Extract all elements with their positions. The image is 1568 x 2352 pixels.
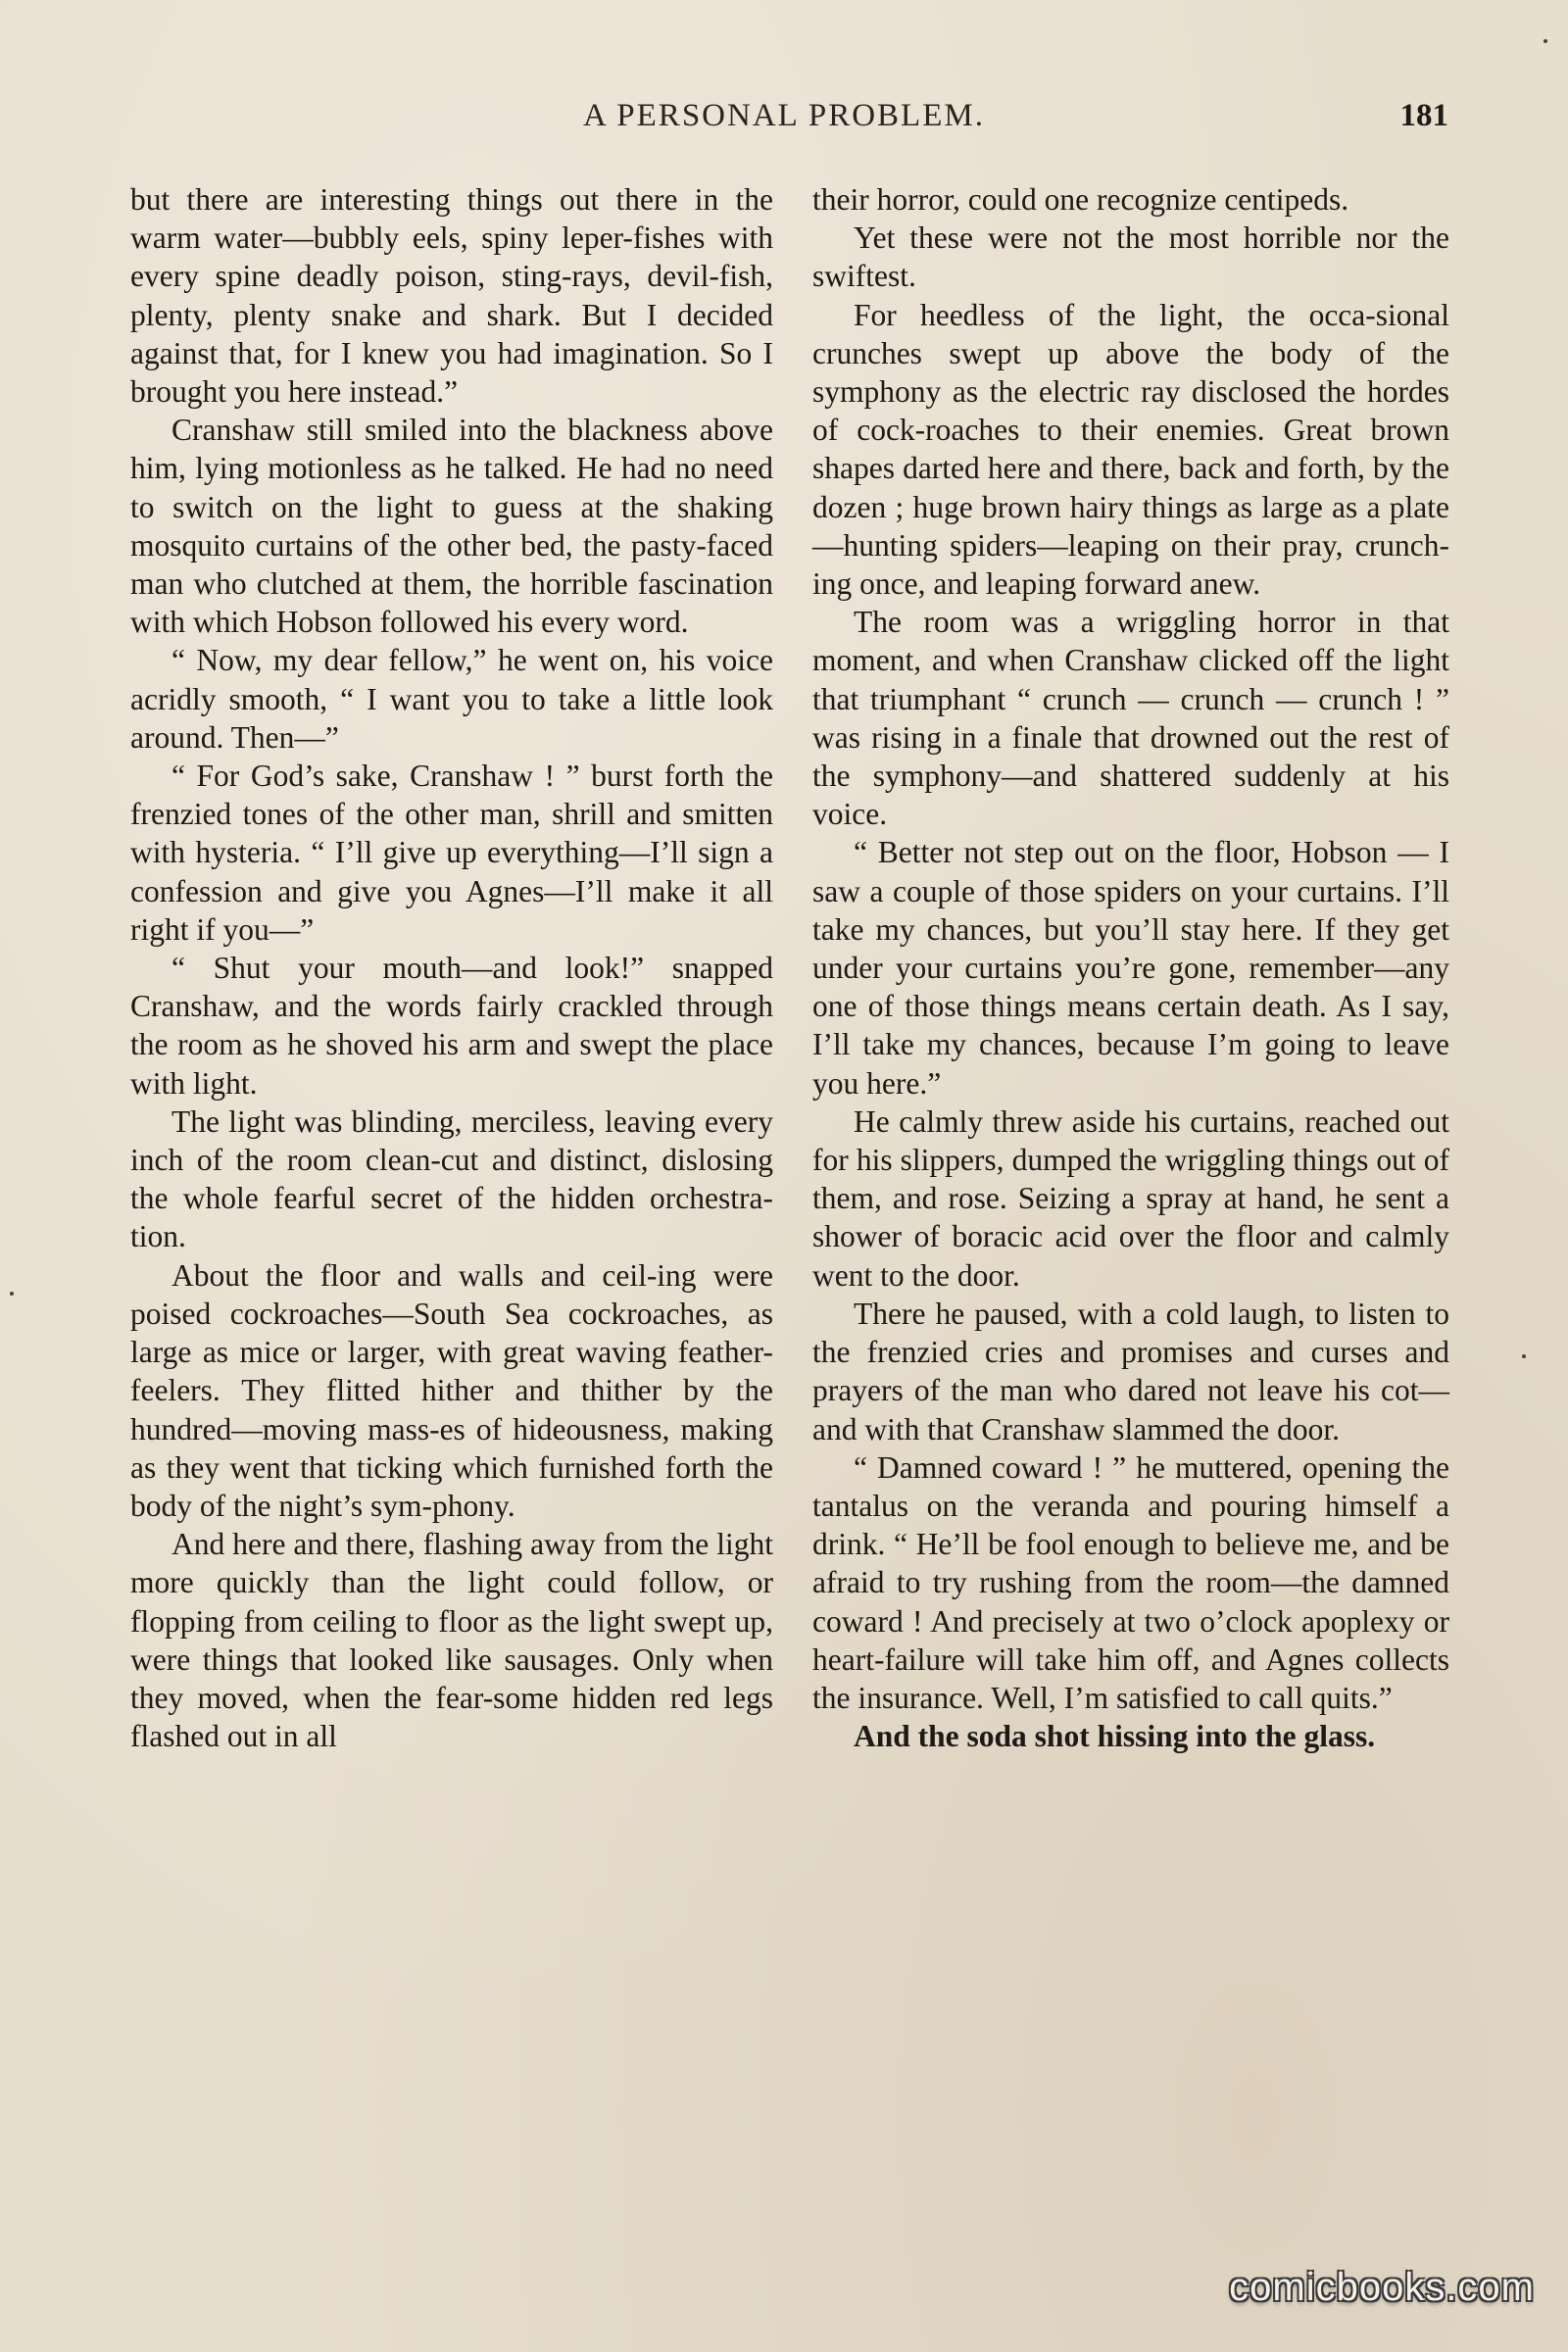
paragraph: “ Better not step out on the floor, Hobson — I saw a couple of those spiders on your curtains. I’ll take my chances, but you’ll stay here. If they get under your curtains you’re gone, remember—any one of those things means certain death. As I say, I’ll take my chances, because I’m going to leave you here.”: [812, 835, 1449, 1101]
print-speck: [10, 1292, 14, 1296]
paragraph: Yet these were not the most horrible nor the swiftest.: [812, 220, 1449, 294]
print-speck: [1522, 1354, 1526, 1358]
paragraph: “ Shut your mouth—and look!” snapped Cranshaw, and the words fairly crackled through the room as he shoved his arm and swept the place with light.: [130, 951, 773, 1101]
paragraph: There he paused, with a cold laugh, to listen to the frenzied cries and promises and curses and prayers of the man who dared not leave his cot—and with that Cranshaw slammed the door.: [812, 1296, 1449, 1446]
paragraph: The room was a wriggling horror in that moment, and when Cranshaw clicked off the light that triumphant “ crunch — crunch — crunch ! ” was rising in a finale that drowned out the rest of the symphony—and shattered suddenly at his voice.: [812, 605, 1449, 832]
paragraph: About the floor and walls and ceil-ing were poised cockroaches—South Sea cockroaches, as large as mice or larger, with great waving feather-feelers. They flitted hither and thither by the hundred—moving mass-es of hideousness, making as they went that ticking which furnished forth the body of the night’s sym-phony.: [130, 1257, 773, 1523]
page-number: 181: [1399, 98, 1448, 133]
paragraph: their horror, could one recognize centipeds.: [812, 182, 1349, 217]
paragraph: He calmly threw aside his curtains, reached out for his slippers, dumped the wriggling things out of them, and rose. Seizing a spray at hand, he sent a shower of boracic acid over the floor and calmly went to the door.: [812, 1103, 1449, 1293]
watermark-logo: comicbooks.com: [1229, 2266, 1535, 2309]
paragraph: “ Damned coward ! ” he muttered, opening the tantalus on the veranda and pouring himself a drink. “ He’ll be fool enough to believe me, and be afraid to try rushing from the room—the damned coward ! And precisely at two o’clock apoplexy or heart-failure will take him off, and Agnes collects the insurance. Well, I’m satisfied to call quits.”: [812, 1449, 1449, 1715]
running-head: [0, 98, 1568, 147]
paragraph: “ For God’s sake, Cranshaw ! ” burst forth the frenzied tones of the other man, shrill and smitten with hysteria. “ I’ll give up everything—I’ll sign a confession and give you Agnes—I’ll make it all right if you—”: [130, 759, 773, 947]
running-title: A PERSONAL PROBLEM.: [583, 98, 985, 133]
paragraph: but there are interesting things out there in the warm water—bubbly eels, spiny leper-fishes with every spine deadly poison, sting-rays, devil-fish, plenty, plenty snake and shark. But I decided against that, for I knew you had imagination. So I brought you here instead.”: [130, 182, 773, 410]
print-speck: [1544, 39, 1547, 43]
paragraph: The light was blinding, merciless, leaving every inch of the room clean-cut and distinct, dislosing the whole fearful secret of the hidden orchestra-tion.: [130, 1103, 773, 1254]
paragraph: And here and there, flashing away from the light more quickly than the light could follow, or flopping from ceiling to floor as the light swept up, were things that looked like sausages. Only when they moved, when the fear-some hidden red legs flashed out in all: [130, 1527, 773, 1754]
right-column: [812, 180, 1449, 1755]
left-column: [130, 180, 773, 1755]
closing-paragraph: And the soda shot hissing into the glass.: [854, 1719, 1376, 1754]
paragraph: “ Now, my dear fellow,” he went on, his voice acridly smooth, “ I want you to take a little look around. Then—”: [130, 643, 773, 755]
paragraph: For heedless of the light, the occa-sional crunches swept up above the body of the symphony as the electric ray disclosed the hordes of cock-roaches to their enemies. Great brown shapes darted here and there, back and forth, by the dozen ; huge brown hairy things as large as a plate—hunting spiders—leaping on their pray, crunch-ing once, and leaping forward anew.: [812, 297, 1449, 602]
paragraph: Cranshaw still smiled into the blackness above him, lying motionless as he talked. He had no need to switch on the light to guess at the shaking mosquito curtains of the other bed, the pasty-faced man who clutched at them, the horrible fascination with which Hobson followed his every word.: [130, 413, 773, 640]
